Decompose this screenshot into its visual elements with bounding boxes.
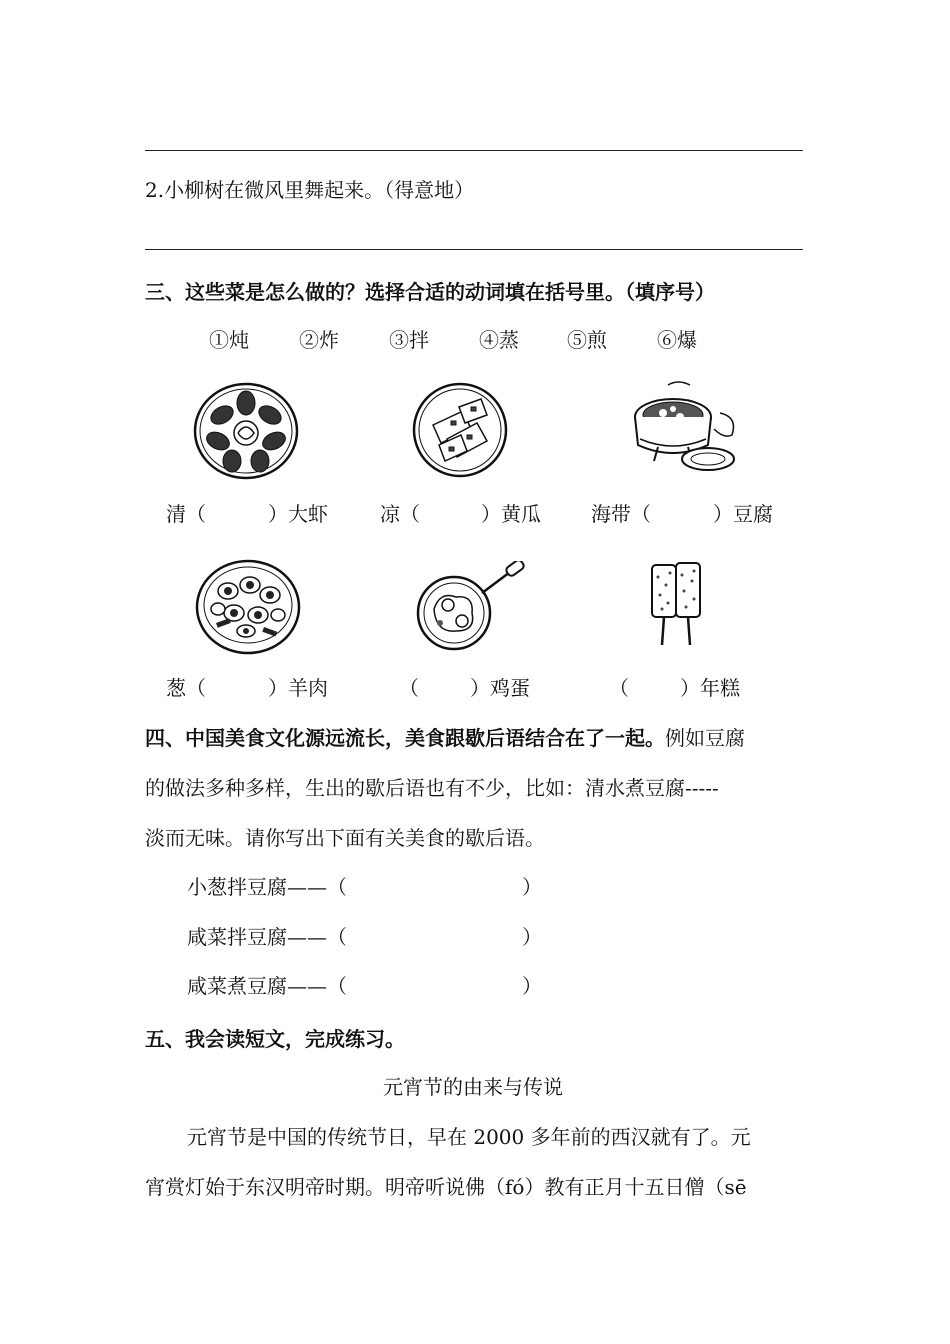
- option-4: ④蒸: [479, 328, 519, 352]
- xiehouyu-3-close: ）: [522, 974, 542, 998]
- xiehouyu-1-close: ）: [522, 875, 542, 899]
- xiehouyu-2-close: ）: [522, 925, 542, 949]
- option-5: ⑤煎: [567, 328, 607, 352]
- rice-cake-skewer-icon: [648, 557, 706, 647]
- xiehouyu-2-label: 咸菜拌豆腐——（: [187, 925, 347, 949]
- answer-line-1: [145, 150, 803, 151]
- blank-1-suffix: ）大虾: [268, 502, 328, 526]
- blank-2-prefix: 凉（: [380, 502, 420, 526]
- question-2-sentence: 2.小柳树在微风里舞起来。（得意地）: [145, 178, 475, 202]
- blank-6-suffix: ）年糕: [680, 676, 740, 700]
- blank-3-prefix: 海带（: [591, 502, 651, 526]
- section-5-title: 五、我会读短文，完成练习。: [145, 1027, 405, 1051]
- blank-2-suffix: ）黄瓜: [481, 502, 541, 526]
- section-3-title: 三、这些菜是怎么做的？选择合适的动词填在括号里。（填序号）: [145, 280, 715, 304]
- section-4-title: [145, 724, 745, 752]
- mutton-plate-icon: [194, 557, 302, 657]
- blank-4-suffix: ）羊肉: [268, 676, 328, 700]
- blank-5-prefix: （: [399, 676, 419, 700]
- answer-line-2: [145, 249, 803, 250]
- stew-pot-icon: [628, 377, 744, 485]
- section-4-title-bold: 四、中国美食文化源远流长，美食跟歇后语结合在了一起。: [145, 726, 665, 750]
- blank-1-prefix: 清（: [166, 502, 206, 526]
- option-6: ⑥爆: [657, 328, 697, 352]
- blank-5-suffix: ）鸡蛋: [470, 676, 530, 700]
- option-3: ③拌: [389, 328, 429, 352]
- passage-title: 元宵节的由来与传说: [383, 1075, 563, 1099]
- xiehouyu-1-label: 小葱拌豆腐——（: [187, 875, 347, 899]
- fried-shrimp-plate-icon: [192, 381, 300, 481]
- option-1: ①炖: [209, 328, 249, 352]
- section-4-title-rest: 例如豆腐: [665, 726, 745, 750]
- passage-line-1: 元宵节是中国的传统节日，早在 2000 多年前的西汉就有了。元: [187, 1125, 751, 1149]
- section-4-line-2: 的做法多种多样，生出的歇后语也有不少，比如：清水煮豆腐-----: [145, 776, 719, 800]
- xiehouyu-3-label: 咸菜煮豆腐——（: [187, 974, 347, 998]
- cucumber-plate-icon: [411, 381, 509, 479]
- blank-4-prefix: 葱（: [166, 676, 206, 700]
- option-2: ②炸: [299, 328, 339, 352]
- egg-pan-icon: [410, 561, 526, 653]
- passage-line-2: 宵赏灯始于东汉明帝时期。明帝听说佛（fó）教有正月十五日僧（sē: [145, 1175, 747, 1199]
- blank-6-prefix: （: [609, 676, 629, 700]
- blank-3-suffix: ）豆腐: [713, 502, 773, 526]
- section-4-line-3: 淡而无味。请你写出下面有关美食的歇后语。: [145, 826, 545, 850]
